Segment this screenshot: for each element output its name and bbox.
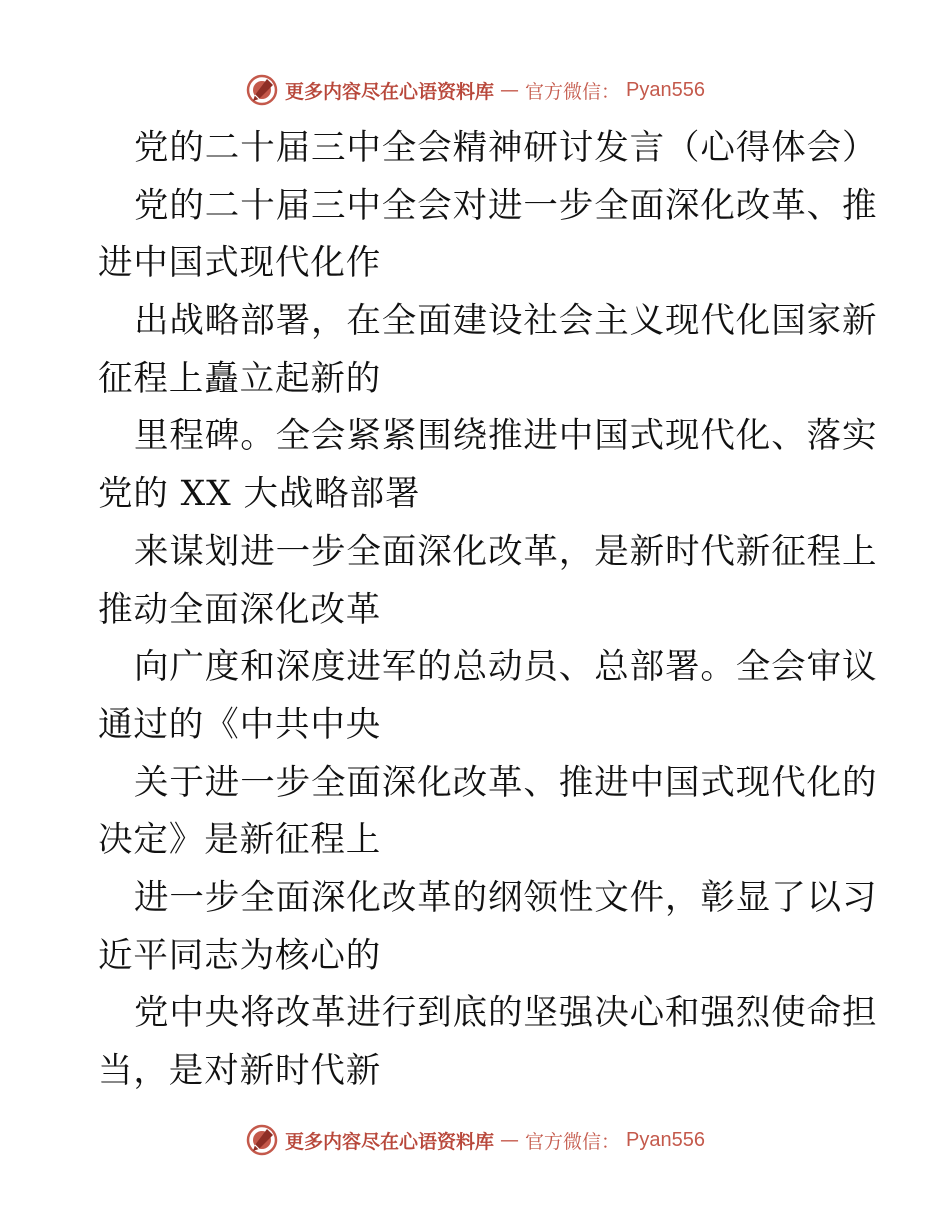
paragraph-line: 向广度和深度进军的总动员、总部署。全会审议: [134, 647, 878, 688]
paragraph-line: 里程碑。全会紧紧围绕推进中国式现代化、落实: [134, 416, 878, 457]
header-banner: [0, 70, 950, 110]
footer-banner: [0, 1120, 950, 1160]
document-body: [98, 120, 878, 1101]
paragraph-line: 推动全面深化改革: [98, 589, 382, 630]
paragraph-line: 党的 XX 大战略部署: [98, 474, 421, 515]
banner-site-name: 更多内容尽在心语资料库: [285, 1130, 495, 1153]
pen-logo-icon: [245, 73, 279, 107]
paragraph-line: 关于进一步全面深化改革、推进中国式现代化的: [134, 762, 878, 803]
paragraph-line: 通过的《中共中央: [98, 704, 382, 745]
paragraph-line: 决定》是新征程上: [98, 820, 382, 861]
paragraph-line: 出战略部署，在全面建设社会主义现代化国家新: [134, 301, 878, 342]
document-title: 党的二十届三中全会精神研讨发言（心得体会）: [134, 128, 878, 168]
paragraph-line: 党中央将改革进行到底的坚强决心和强烈使命担: [134, 993, 878, 1034]
banner-separator: —: [500, 1129, 520, 1151]
paragraph-line: 进一步全面深化改革的纲领性文件，彰显了以习: [134, 877, 878, 918]
banner-wechat-label: 官方微信：: [525, 80, 621, 103]
pen-logo-icon: [245, 1123, 279, 1157]
banner-site-name: 更多内容尽在心语资料库: [285, 80, 495, 103]
banner-wechat-label: 官方微信：: [525, 1130, 621, 1153]
paragraph-line: 来谋划进一步全面深化改革，是新时代新征程上: [134, 531, 878, 572]
paragraph-line: 党的二十届三中全会对进一步全面深化改革、推: [134, 185, 878, 226]
banner-wechat-id: Pyan556: [626, 1128, 705, 1151]
banner-separator: —: [500, 79, 520, 101]
paragraph-line: 征程上矗立起新的: [98, 358, 382, 399]
paragraph-line: 当，是对新时代新: [98, 1051, 382, 1091]
paragraph-line: 进中国式现代化作: [98, 243, 382, 284]
paragraph-line: 近平同志为核心的: [98, 935, 382, 976]
banner-wechat-id: Pyan556: [626, 78, 705, 101]
